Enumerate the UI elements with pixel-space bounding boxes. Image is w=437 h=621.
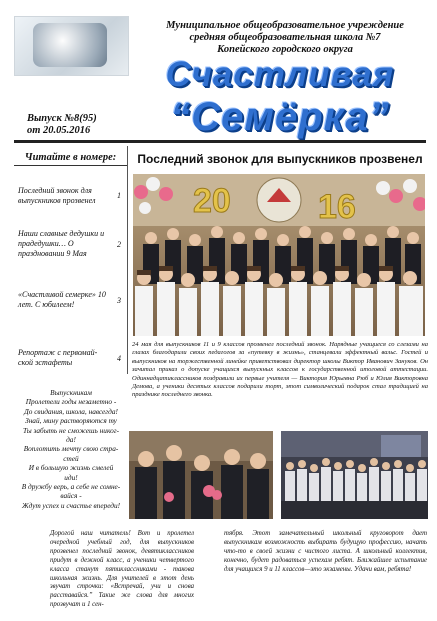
toc-page-3: 3 [117, 296, 121, 305]
toc-page-1: 1 [117, 191, 121, 200]
article-title: Последний звонок для выпускников прозвенел [137, 152, 423, 166]
teachers-photo [129, 431, 273, 519]
graduation-group-photo [133, 174, 425, 336]
poem-line: Знай, мину растворяются ту [25, 416, 117, 426]
editorial-column-2: тября. Этот замечательный школьный круговорот дает выпускникам возможность выбирать будущую профессию, начать что-то в своей жизни с чистого листа. А школьный коллектив, конечно, будет радоваться успехам ребят. Ближайшее испытание для учащихся 9 и 11 классов—это экзамены. Удачи вам, ребята! [224, 530, 427, 573]
poem-line: До свидания, школа, навсегда! [24, 406, 118, 416]
toc-underline [14, 165, 127, 166]
poem-line: Воплотить мечту свою стра- [23, 444, 119, 454]
issue-info [27, 113, 97, 137]
poem-title: Выпускникам [50, 388, 92, 397]
school-logo [14, 16, 129, 76]
school-line-1: Муниципальное общеобразовательное учреждение [166, 20, 404, 31]
toc-title: Читайте в номере: [24, 152, 117, 163]
poem-line: стей [63, 453, 79, 463]
logo-emblem [33, 23, 107, 67]
poem-line: Ждут успех и счастье впереди! [21, 500, 121, 510]
article-body: 24 мая для выпускников 11 и 9 классов прозвенел последний звонок. Нарядные учащиеся со слезами на глазах благодарили своих педагогов за «путевку в жизнь», станцевали эффектный вальс. Гостей и выпускников на торжественной линейке приветствовал директор школы Виктор Иванович Зануков. Он зачитал приказ о допуске учащихся выпускных классов к государственной итоговой аттестации. Одиннадцатиклассников поздравили их первые учителя — Виктория Юрьевна Рюб и Юлия Викторовна Демова, а ученики десятых классов подарили торт, этот символический подарок стал традицией на празднике последнего звонка. [132, 341, 428, 399]
school-header [140, 20, 430, 56]
photo-number-left: 20 [193, 182, 231, 220]
poem-line: вайся - [60, 491, 82, 501]
poem-line: Пролетели годы незаметно - [25, 397, 117, 407]
issue-date: от 20.05.2016 [27, 125, 91, 136]
poem-line: В дружбу верь, а себе не сомне- [21, 482, 121, 492]
toc-item-1[interactable]: Последний звонок для выпускников прозвенел [18, 186, 96, 205]
school-line-2: средняя общеобразовательная школа №7 [189, 32, 381, 43]
header-rule [14, 140, 426, 143]
toc-item-3[interactable]: «Счастливой семерке» 10 лет. С юбилеем! [18, 290, 106, 309]
poem [14, 388, 128, 510]
toc-page-2: 2 [117, 240, 121, 249]
school-line-3: Копейского городского округа [217, 44, 353, 55]
poem-line: И в большую жизнь смелей [28, 463, 114, 473]
assembly-hall-photo [281, 431, 428, 519]
masthead-title-line-1: Счастливая [165, 55, 395, 94]
column-divider [127, 146, 128, 374]
poem-line: Ты забыть не сможешь никог- [22, 425, 120, 435]
toc-item-4[interactable]: Репортаж с первомай-ской эстафеты [18, 348, 98, 367]
masthead-title-line-2: “Семёрка” [170, 95, 390, 139]
issue-number: Выпуск №8(95) [27, 113, 97, 124]
poem-line: да! [66, 435, 76, 445]
poem-line: иди! [64, 472, 78, 482]
toc-item-2[interactable]: Наши славные дедушки и прадедушки… О праздновании 9 Мая [18, 229, 105, 258]
editorial-column-1: Дорогой наш читатель! Вот и пролетел очередной учебный год, для выпускников прозвенел последний звонок, девятиклассников придут в дежной класс, а ученики четвертого класса станут пятиклассниками - такова школьная жизнь. Для учителей в этот день звучат строчки: «Встречай, учи и снова расставайся.” Такие же слова для многих прозвучат и 1 сен- [50, 530, 194, 609]
photo-number-right: 16 [318, 188, 356, 226]
toc-page-4: 4 [117, 354, 121, 363]
